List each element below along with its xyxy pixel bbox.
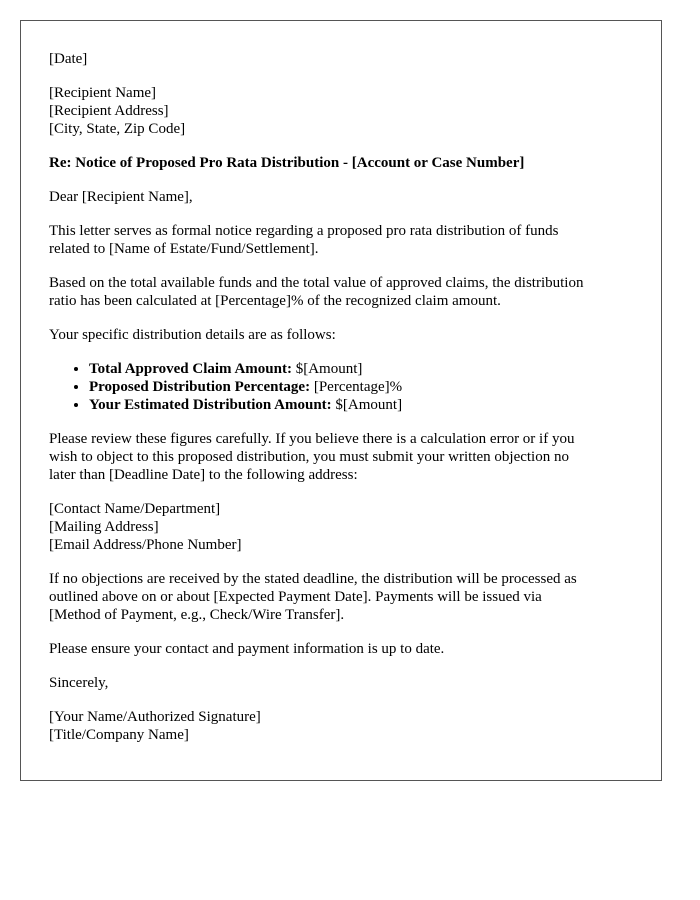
recipient-name: [Recipient Name] [49, 85, 157, 101]
paragraph-details-intro [49, 326, 633, 344]
paragraph-objection [49, 430, 633, 484]
contact-mailing-address: [Mailing Address] [49, 519, 159, 535]
paragraph-processing [49, 570, 633, 624]
paragraph-processing-line-3: [Method of Payment, e.g., Check/Wire Transfer]. [49, 607, 345, 623]
details-intro-text: Your specific distribution details are as follows: [49, 327, 336, 343]
detail-label: Total Approved Claim Amount: [89, 361, 292, 377]
salutation [49, 188, 633, 206]
paragraph-ratio-line-2: ratio has been calculated at [Percentage]% of the recognized claim amount. [49, 293, 501, 309]
signature-name: [Your Name/Authorized Signature] [49, 709, 261, 725]
signature-block [49, 708, 633, 744]
list-item [89, 360, 633, 378]
paragraph-objection-line-1: Please review these figures carefully. If you believe there is a calculation error or if you [49, 431, 575, 447]
list-item [89, 378, 633, 396]
detail-value: $[Amount] [331, 397, 403, 413]
salutation-text: Dear [Recipient Name], [49, 189, 193, 205]
distribution-details-list [49, 360, 633, 414]
letter-document [20, 20, 662, 781]
paragraph-ratio-line-1: Based on the total available funds and the total value of approved claims, the distribution [49, 275, 584, 291]
contact-address-block [49, 500, 633, 554]
contact-name-department: [Contact Name/Department] [49, 501, 221, 517]
detail-label: Your Estimated Distribution Amount: [89, 397, 332, 413]
letter-date [49, 50, 633, 68]
closing [49, 674, 633, 692]
detail-value: [Percentage]% [310, 379, 403, 395]
contact-email-phone: [Email Address/Phone Number] [49, 537, 242, 553]
paragraph-notice-line-1: This letter serves as formal notice regarding a proposed pro rata distribution of funds [49, 223, 559, 239]
subject-line [49, 154, 633, 172]
detail-label: Proposed Distribution Percentage: [89, 379, 311, 395]
recipient-city-state-zip: [City, State, Zip Code] [49, 121, 186, 137]
paragraph-ratio [49, 274, 633, 310]
paragraph-processing-line-1: If no objections are received by the stated deadline, the distribution will be processed as [49, 571, 577, 587]
paragraph-update-info [49, 640, 633, 658]
signature-title-company: [Title/Company Name] [49, 727, 189, 743]
recipient-address: [Recipient Address] [49, 103, 169, 119]
list-item [89, 396, 633, 414]
paragraph-objection-line-2: wish to object to this proposed distribution, you must submit your written objection no [49, 449, 569, 465]
detail-value: $[Amount] [291, 361, 363, 377]
paragraph-processing-line-2: outlined above on or about [Expected Payment Date]. Payments will be issued via [49, 589, 542, 605]
paragraph-notice-line-2: related to [Name of Estate/Fund/Settlement]. [49, 241, 319, 257]
subject-text: Re: Notice of Proposed Pro Rata Distribution - [Account or Case Number] [49, 155, 525, 171]
paragraph-notice [49, 222, 633, 258]
closing-text: Sincerely, [49, 675, 109, 691]
paragraph-objection-line-3: later than [Deadline Date] to the following address: [49, 467, 358, 483]
date-text: [Date] [49, 51, 88, 67]
recipient-address-block [49, 84, 633, 138]
update-info-text: Please ensure your contact and payment information is up to date. [49, 641, 445, 657]
